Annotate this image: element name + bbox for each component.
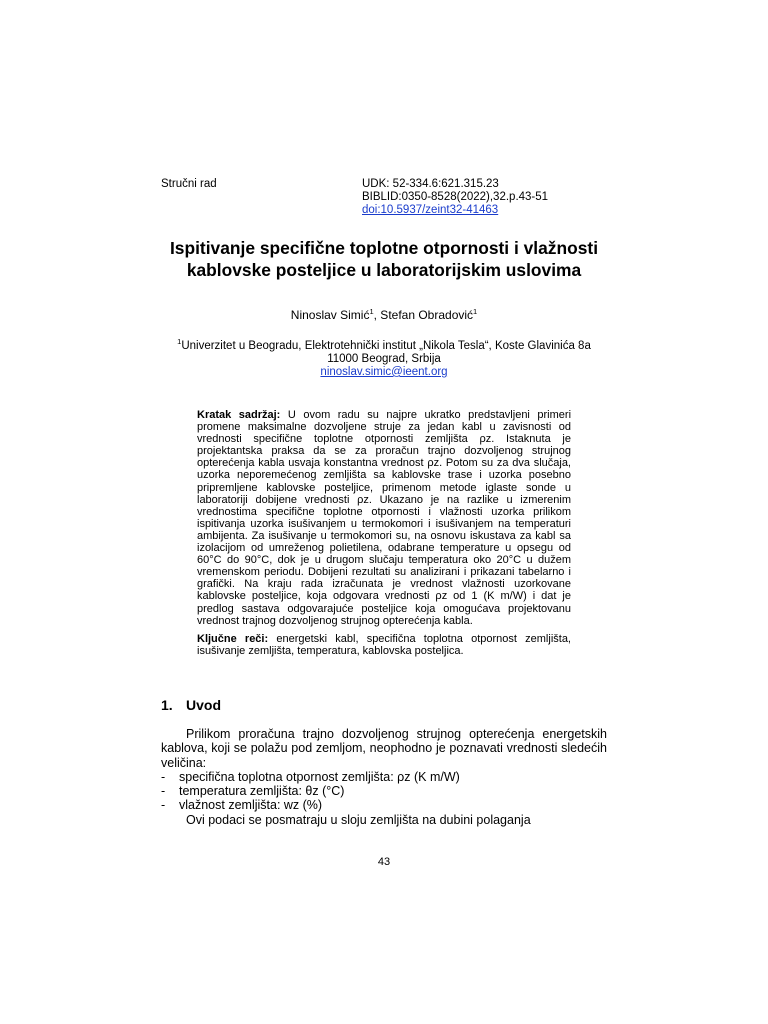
list-item — [161, 784, 607, 798]
list-dash: - — [161, 798, 166, 813]
quantity-list — [161, 770, 607, 813]
keywords-label: Ključne reči: — [197, 632, 269, 645]
abstract-block — [197, 409, 571, 657]
author-affil-mark: 1 — [473, 307, 478, 316]
list-item — [161, 770, 607, 784]
list-item-text: vlažnost zemljišta: wz (%) — [179, 798, 323, 813]
section-body — [161, 727, 607, 827]
affiliation — [0, 335, 768, 379]
author-obradovic: , Stefan Obradović — [373, 308, 474, 322]
list-item-text: specifična toplotna otpornost zemljišta: ρz (K m/W) — [179, 769, 460, 784]
author-affil-mark: 1 — [369, 307, 374, 316]
list-item — [161, 798, 607, 812]
list-dash: - — [161, 784, 166, 799]
affiliation-city: 11000 Beograd, Srbija — [327, 352, 441, 365]
title-line-2: kablovske posteljice u laboratorijskim uslovima — [186, 260, 582, 280]
abstract-text — [197, 409, 571, 627]
author-list — [0, 307, 768, 322]
abstract-body: U ovom radu su najpre ukratko predstavljeni primeri promene maksimalne dozvoljene struje za jedan kabl u zavisnosti od vrednosti specifične toplotne otpornosti zemljišta ρz. Istaknuta je projektantska praksa da se za proračun trajno dozvoljenog strujnog opterećenja kabla usvaja konstantna vrednost ρz. Potom su za dva slučaja, uzorka neporemećenog zemljišta sa kablovske trase i uzorka posebno pripremljene kablovske posteljice, primenom metode iglaste sonde u laboratoriji dobijene vrednosti ρz. Ukazano je na razlike u izmerenim vrednostima specifične toplotne otpornosti i vlažnosti uzorka prilikom ispitivanja uzorka isušivanjem u termokomori i isušivanjem na temperaturi ambijenta. Za isušivanje u termokomori su, na osnovu iskustava za kabl sa izolacijom od umreženog polietilena, odabrane temperature u opsegu od 60°C do 90°C, dok je u drugom slučaju temperatura oko 20°C u dužem vremenskom periodu. Dobijeni rezultati su analizirani i prikazani tabelarno i grafički. Na kraju rada izračunata je vrednost vlažnosti uzorkovane kablovske posteljice, koja odgovara vrednosti ρz od 1 (K m/W) i dat je predlog sastava odgovarajuće posteljice koja omogućava projektovanu vrednost trajnog dozvoljenog strujnog opterećenja kabla. — [197, 409, 572, 627]
affil-mark: 1 — [177, 337, 182, 346]
keywords — [197, 633, 571, 657]
article-type: Stručni rad — [161, 178, 217, 190]
abstract-label: Kratak sadržaj: — [197, 409, 281, 421]
paper-title — [150, 237, 618, 281]
affiliation-institution: Univerzitet u Beogradu, Elektrotehnički institut „Nikola Tesla“, Koste Glavinića 8a — [181, 339, 591, 352]
udk-code: UDK: 52-334.6:621.315.23 — [362, 178, 499, 190]
page-number: 43 — [377, 856, 391, 868]
doi-link[interactable]: doi:10.5937/zeint32-41463 — [362, 204, 499, 216]
section-title: Uvod — [186, 697, 221, 713]
biblid-code: BIBLID:0350-8528(2022),32.p.43-51 — [362, 191, 549, 203]
second-paragraph: Ovi podaci se posmatraju u sloju zemljišta na dubini polaganja — [186, 812, 531, 827]
intro-paragraph: Prilikom proračuna trajno dozvoljenog strujnog opterećenja energetskih kablova, koji se polažu pod zemljom, neophodno je poznavati vrednosti sledećih veličina: — [161, 727, 607, 770]
keywords-list: energetski kabl, specifična toplotna otpornost zemljišta, isušivanje zemljišta, temperatura, kablovska posteljica. — [197, 632, 571, 657]
list-item-text: temperatura zemljišta: θz (°C) — [179, 784, 345, 799]
bibliographic-info — [362, 178, 548, 217]
title-line-1: Ispitivanje specifične toplotne otpornosti i vlažnosti — [169, 238, 599, 258]
author-simic: Ninoslav Simić — [290, 308, 370, 322]
section-number: 1. — [161, 697, 173, 713]
author-email-link[interactable]: ninoslav.simic@ieent.org — [320, 365, 448, 378]
list-dash: - — [161, 769, 166, 784]
section-heading-uvod — [161, 697, 221, 713]
